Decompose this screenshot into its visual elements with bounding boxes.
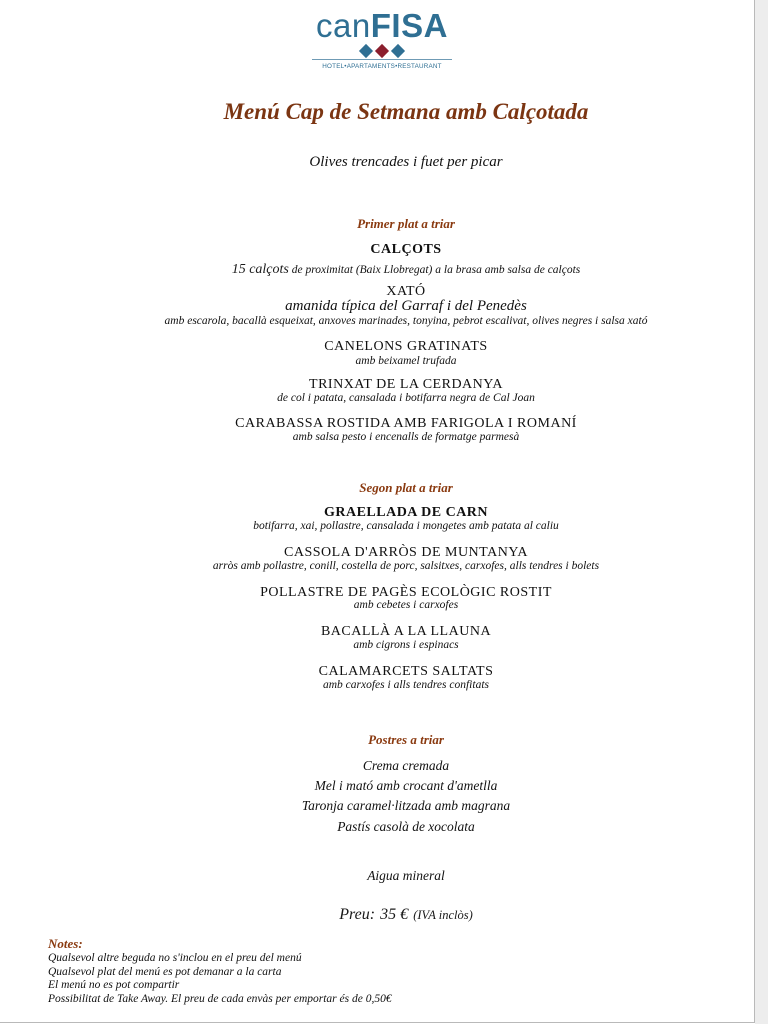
appetizer-text: Olives trencades i fuet per picar: [309, 154, 503, 170]
dessert-item: Mel i mató amb crocant d'ametlla: [314, 778, 498, 793]
desserts-heading: Postres a triar: [368, 732, 444, 747]
dish-description: amb escarola, bacallà esqueixat, anxoves marinades, tonyina, pebrot escalivat, olives negres i salsa xató: [164, 315, 648, 327]
dish-name: TRINXAT DE LA CERDANYA: [309, 377, 503, 392]
logo-divider: [312, 59, 452, 60]
canfisa-logo: [312, 8, 452, 72]
diamond-icon: [375, 44, 389, 58]
dish-name: GRAELLADA DE CARN: [323, 505, 489, 520]
dish-name: CASSOLA D'ARRÒS DE MUNTANYA: [284, 545, 528, 560]
note-line: El menú no es pot compartir: [48, 979, 180, 991]
price-note: (IVA inclòs): [413, 908, 473, 922]
dish-name: CALÇOTS: [370, 242, 442, 257]
dish-description: amb beixamel trufada: [355, 355, 457, 367]
note-line: Qualsevol altre beguda no s'inclou en el preu del menú: [48, 952, 302, 964]
logo-wordmark: [312, 8, 452, 44]
dish-description: botifarra, xai, pollastre, cansalada i mongetes amb patata al caliu: [253, 520, 559, 532]
dessert-item: Crema cremada: [362, 758, 450, 773]
dessert-item: Taronja caramel·litzada amb magrana: [301, 798, 511, 813]
logo-can: can: [316, 7, 371, 44]
note-line: Qualsevol plat del menú es pot demanar a la carta: [48, 965, 282, 978]
price-label: Preu:: [339, 906, 376, 923]
dish-name: CANELONS GRATINATS: [324, 339, 488, 354]
first-course-heading: Primer plat a triar: [357, 216, 455, 231]
dish-description: de col i patata, cansalada i botifarra negra de Cal Joan: [277, 392, 535, 404]
notes-section: [48, 936, 728, 1006]
dessert-item: Pastís casolà de xocolata: [337, 819, 475, 834]
menu-title: Menú Cap de Setmana amb Calçotada: [223, 99, 589, 124]
diamond-icon: [359, 44, 373, 58]
dish-name: CARABASSA ROSTIDA AMB FARIGOLA I ROMANÍ: [235, 416, 577, 431]
price-line: [0, 904, 768, 924]
dish-description: [0, 258, 768, 278]
dish-description: amb carxofes i alls tendres confitats: [323, 679, 489, 691]
dish-description: amb cebetes i carxofes: [353, 599, 459, 611]
diamond-icon: [391, 44, 405, 58]
dish-name: POLLASTRE DE PAGÈS ECOLÒGIC ROSTIT: [260, 585, 552, 600]
dish-name: XATÓ: [386, 284, 426, 299]
dish-description: arròs amb pollastre, conill, costella de porc, salsitxes, carxofes, alls tendres i bolets: [212, 560, 600, 572]
dish-description-rest: de proximitat (Baix Llobregat) a la brasa amb salsa de calçots: [288, 264, 581, 276]
dish-description: amb cigrons i espinacs: [353, 639, 459, 651]
logo-diamonds: [358, 44, 406, 60]
dish-name: BACALLÀ A LA LLAUNA: [320, 624, 492, 639]
dish-name: CALAMARCETS SALTATS: [318, 664, 494, 679]
note-line: Possibilitat de Take Away. El preu de cada envàs per emportar és de 0,50€: [48, 992, 392, 1005]
dish-description-lead: 15 calçots: [231, 262, 289, 277]
water-text: Aigua mineral: [367, 868, 445, 883]
logo-fisa: FISA: [370, 7, 448, 44]
price-amount: 35 €: [380, 906, 409, 923]
logo-subtitle: HOTEL•APARTAMENTS•RESTAURANT: [322, 63, 442, 70]
dish-subtitle: amanida típica del Garraf i del Penedès: [285, 298, 527, 314]
notes-title: Notes:: [48, 936, 83, 951]
dish-description: amb salsa pesto i encenalls de formatge parmesà: [292, 431, 520, 443]
second-course-heading: Segon plat a triar: [359, 480, 453, 495]
